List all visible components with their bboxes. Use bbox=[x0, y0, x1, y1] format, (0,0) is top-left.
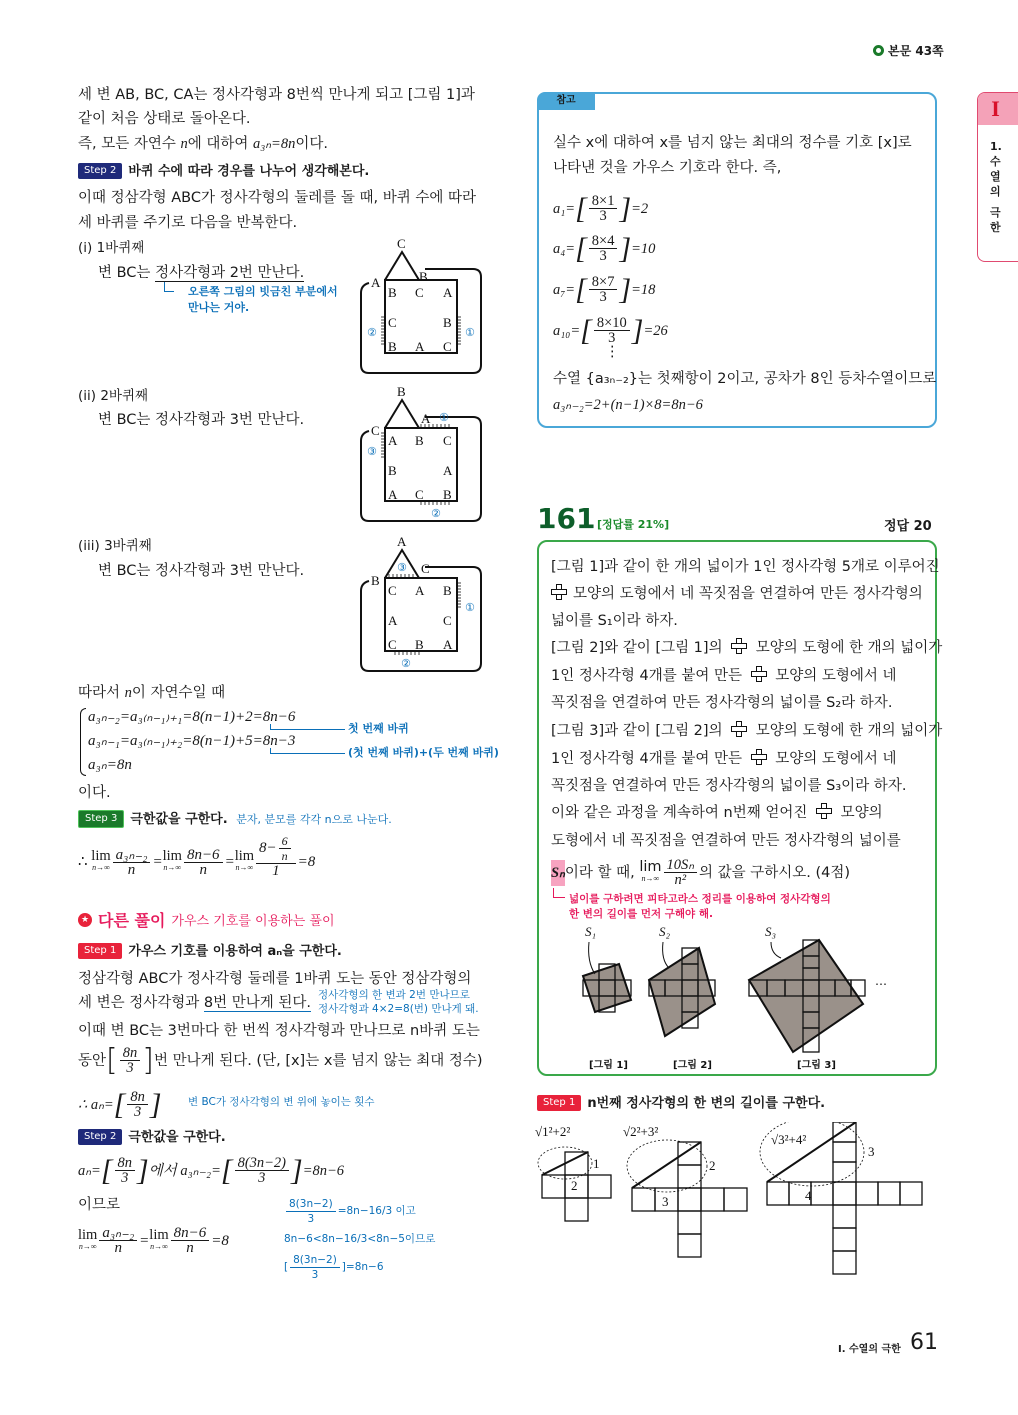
square-label: B bbox=[443, 583, 452, 598]
case3-text: 변 BC는 정사각형과 3번 만난다. bbox=[98, 563, 305, 579]
square-label: C bbox=[443, 433, 452, 448]
step2-line-1: 이때 정삼각형 ABC가 정사각형의 둘레를 돌 때, 바퀴 수에 따라 bbox=[78, 190, 476, 206]
alt-limit: lim n→∞ $\frac{\text{a₃ₙ₋₂}}{n}$ = lim n→∞ $\frac{8n-6}{n}$ =8 bbox=[78, 1225, 229, 1256]
square-label: A bbox=[388, 613, 398, 628]
chapter-vertical-label: 1. 수 열 의 극 한 bbox=[990, 140, 1002, 234]
case2-title: (ii) 2바퀴째 bbox=[78, 388, 149, 404]
square-label: A bbox=[443, 285, 453, 300]
note-arrow bbox=[270, 724, 345, 730]
figure-label-s3: S₃ bbox=[765, 924, 777, 939]
case3-title: (iii) 3바퀴째 bbox=[78, 538, 152, 554]
intro-line-2: 같이 처음 상태로 돌아온다. bbox=[78, 111, 251, 127]
contact-number: ① bbox=[465, 326, 475, 339]
hint-arrow bbox=[553, 888, 565, 898]
note-arrow bbox=[270, 748, 345, 754]
contact-number: ③ bbox=[367, 445, 377, 458]
system-eq-2: a₃ₙ₋₁=a₃₍ₙ₋₁₎₊₂=8(n−1)+5=8n−3 bbox=[88, 733, 296, 749]
square-label: C bbox=[388, 583, 397, 598]
chapter-roman: I bbox=[978, 93, 1018, 125]
ellipsis: ⋯ bbox=[875, 977, 887, 991]
hint-text: 넓이를 구하려면 피타고라스 정리를 이용하여 정사각형의 한 변의 길이를 먼저 구해야 해. bbox=[569, 893, 831, 920]
figure-2 bbox=[649, 942, 715, 1036]
system-note-1: 첫 번째 바퀴 bbox=[348, 722, 409, 735]
leg-label: 4 bbox=[805, 1188, 812, 1203]
square-label: A bbox=[388, 487, 398, 502]
answer-label: 정답 20 bbox=[884, 519, 932, 534]
intro-line-3: 즉, 모든 자연수 n에 대하여 a₃ₙ=8n이다. bbox=[78, 136, 328, 152]
star-icon: ★ bbox=[78, 913, 92, 927]
gauss-row: a₄= [ $\frac{8\times 4}{3}$ ] =10 bbox=[553, 231, 656, 265]
figure-caption: [그림 3] bbox=[797, 1060, 836, 1071]
vertex-label: A bbox=[397, 534, 407, 549]
vertex-label: A bbox=[421, 411, 431, 426]
cross-shape-icon bbox=[731, 638, 747, 654]
system-note-2: (첫 번째 바퀴)+(두 번째 바퀴) bbox=[348, 746, 499, 759]
square-label: B bbox=[388, 339, 397, 354]
conclusion-line: 따라서 n이 자연수일 때 bbox=[78, 685, 226, 701]
gauss-row: a₁= [ $\frac{8\times 1}{3}$ ] =2 bbox=[553, 191, 649, 225]
case2-text: 변 BC는 정사각형과 3번 만난다. bbox=[98, 412, 305, 428]
cross-shape-icon bbox=[751, 749, 767, 765]
case1-title: (i) 1바퀴째 bbox=[78, 240, 145, 256]
case1-text: 변 BC는 정사각형과 2번 만난다. bbox=[98, 265, 305, 281]
leg-label: 1 bbox=[593, 1156, 600, 1171]
intro-line-1: 세 변 AB, BC, CA는 정사각형과 8번씩 만나게 되고 [그림 1]과 bbox=[78, 87, 475, 103]
square-label: C bbox=[443, 613, 452, 628]
rotation-diagram-3 bbox=[355, 533, 490, 673]
alt-step1-heading: Step 1 가우스 기호를 이용하여 aₙ을 구한다. bbox=[78, 938, 342, 965]
ida-text: 이다. bbox=[78, 785, 111, 801]
vertex-label: C bbox=[421, 561, 430, 576]
figure-caption: [그림 2] bbox=[673, 1060, 712, 1071]
circle-icon bbox=[873, 45, 884, 56]
contact-number: ① bbox=[439, 411, 449, 424]
square-label: B bbox=[443, 315, 452, 330]
gauss-row: a₁₀= [ $\frac{8\times 10}{3}$ ] =26 bbox=[553, 313, 668, 347]
leg-label: 3 bbox=[868, 1144, 875, 1159]
alt-step2-heading: Step 2 극한값을 구한다. bbox=[78, 1124, 226, 1151]
gauss-row: a₇= [ $\frac{8\times 7}{3}$ ] =18 bbox=[553, 272, 656, 306]
alt-note-3: $\frac{8(3n-2)}{3}$ =8n−16/3 이고 8n−6<8n−16/3<8n−5이므로 [ $\frac{8(3n-2)}{3}$ ] =8n−6 bbox=[284, 1197, 436, 1281]
figure-label-s1: S₁ bbox=[585, 924, 597, 939]
alt-heading: ★ 다른 풀이 가우스 기호를 이용하는 풀이 bbox=[78, 908, 335, 931]
leg-label: 3 bbox=[662, 1194, 669, 1209]
contact-number: ② bbox=[367, 326, 377, 339]
brace bbox=[80, 708, 86, 776]
step2-heading: Step 2 바퀴 수에 따라 경우를 나누어 생각해본다. bbox=[78, 158, 369, 185]
page-ref: 본문 43쪽 bbox=[873, 42, 944, 59]
contact-number: ① bbox=[465, 601, 475, 614]
system-eq-1: a₃ₙ₋₂=a₃₍ₙ₋₁₎₊₁=8(n−1)+2=8n−6 bbox=[88, 709, 296, 725]
square-label: A bbox=[443, 637, 453, 652]
hypotenuse-label: √2²+3² bbox=[623, 1124, 659, 1139]
arrow-icon bbox=[164, 282, 174, 292]
reference-tab: 참고 bbox=[537, 92, 595, 110]
figure-label-s2: S₂ bbox=[659, 924, 671, 939]
square-label: B bbox=[388, 463, 397, 478]
square-label: A bbox=[443, 463, 453, 478]
square-label: A bbox=[415, 583, 425, 598]
problem-box: [그림 1]과 같이 한 개의 넓이가 1인 정사각형 5개로 이루어진 모양의 도형에서 네 꼭짓점을 연결하여 만든 정사각형의 넓이를 S₁이라 하자. [그림 2]와 같이 [그림 1]의 모양의 도형에 한 개의 넓이가 1인 정사각형 4개를 붙여 만든 모양의 도형에서 네 꼭짓점을 연결하여 만든 정사각형의 넓이를 S₂라 하자. [그림 3]과 같이 [그림 2]의 모양의 도형에 한 개의 넓이가 1인 정사각형 4개를 붙여 만든 모양의 도형에서 네 꼭짓점을 연결하여 만든 정사각형의 넓이를 S₃이라 하자. 이와 같은 과정을 계속하여 n번째 얻어진 모양의 도형에서 네 꼭짓점을 연결하여 만든 정사각형의 넓이를 Sₙ 이라 할 때, lim n→∞ $\frac{\text{10Sₙ}}{\text{n²}}$ 의 값을 구하시오. (4점) 넓이를 구하려면 피타고라스 정리를 이용하여 정사각형의 한 변의 길이를 먼저 구해야 해. S₁ S₂ S₃ ⋯ [그림 1] [그림 2] [그림 3] bbox=[537, 540, 937, 1076]
case1-note: 오른쪽 그림의 빗금친 부분에서 만나는 거야. bbox=[172, 284, 338, 316]
chapter-side-tab bbox=[977, 92, 1018, 262]
system-eq-3: a₃ₙ=8n bbox=[88, 757, 132, 773]
rotation-diagram-1 bbox=[355, 235, 490, 375]
vertex-label: A bbox=[371, 275, 381, 290]
square-label: C bbox=[415, 487, 424, 502]
alt-line-3: 이때 변 BC는 3번마다 한 번씩 정사각형과 만나므로 n바퀴 도는 bbox=[78, 1023, 480, 1039]
square-label: C bbox=[388, 637, 397, 652]
step2-line-2: 세 바퀴를 주기로 다음을 반복한다. bbox=[78, 215, 298, 231]
solution-step1-heading: Step 1 n번째 정사각형의 한 변의 길이를 구한다. bbox=[537, 1090, 825, 1117]
rotation-diagram-2 bbox=[355, 383, 490, 528]
leg-label: 2 bbox=[571, 1178, 578, 1193]
alt-note-2: 변 BC가 정사각형의 변 위에 놓이는 횟수 bbox=[188, 1096, 375, 1108]
alt-line-1: 정삼각형 ABC가 정사각형 둘레를 1바퀴 도는 동안 정삼각형의 bbox=[78, 971, 472, 987]
square-label: C bbox=[388, 315, 397, 330]
problem-number: 161 bbox=[537, 502, 596, 535]
step-badge: Step 2 bbox=[78, 163, 122, 179]
step3-heading: Step 3 극한값을 구한다. 분자, 분모를 각각 n으로 나눈다. bbox=[78, 806, 392, 833]
figure-caption: [그림 1] bbox=[589, 1060, 628, 1071]
cross-figures bbox=[549, 924, 929, 1072]
square-label: B bbox=[388, 285, 397, 300]
hypotenuse-label: √1²+2² bbox=[535, 1124, 571, 1139]
alt-eq-1: aₙ= [ $\frac{8n}{3}$ ] 에서 a₃ₙ₋₂= [ $\frac{8(3n-2)}{3}$ ] =8n−6 bbox=[78, 1153, 345, 1187]
figure-3 bbox=[749, 940, 865, 1052]
cross-shape-icon bbox=[751, 666, 767, 682]
alt-line-4: 동안 [ $\frac{8n}{3}$ ] 번 만나게 된다. (단, [x]는 x를 넘지 않는 최대 정수) bbox=[78, 1042, 483, 1078]
vertex-label: B bbox=[419, 269, 428, 284]
figure-1 bbox=[583, 942, 631, 1012]
square-label: A bbox=[388, 433, 398, 448]
alt-note-1: 정사각형의 한 변과 2번 만나므로 정사각형과 4×2=8(번) 만나게 돼. bbox=[318, 989, 479, 1015]
cross-shape-icon bbox=[551, 584, 567, 600]
square-label: B bbox=[443, 487, 452, 502]
contact-number: ③ bbox=[397, 561, 407, 574]
pythagoras-diagrams bbox=[535, 1122, 935, 1294]
reference-box: 참고 실수 x에 대하여 x를 넘지 않는 최대의 정수를 기호 [x]로 나타낸 것을 가우스 기호라 한다. 즉, a₁= [ $\frac{8\times 1}{3}$ ] =2 a₄= [ $\frac{8\times 4}{3}$ ] =10 a₇= [ $\frac{8\times 7}{3}$ ] =18 a₁₀= [ $\frac{8\times 10}{3}$ ] =26 ⋮ 수열 {a₃ₙ₋₂}는 첫째항이 2이고, 공차가 8인 등차수열이므로 a₃ₙ₋₂=2+(n−1)×8=8n−6 bbox=[537, 92, 937, 428]
alt-imeuro: 이므로 bbox=[78, 1197, 121, 1213]
vertex-label: B bbox=[397, 384, 406, 399]
correct-rate: [정답률 21%] bbox=[597, 518, 670, 531]
contact-number: ② bbox=[431, 507, 441, 520]
square-label: B bbox=[415, 637, 424, 652]
square-label: B bbox=[415, 433, 424, 448]
contact-number: ② bbox=[401, 657, 411, 670]
alt-therefore: ∴ aₙ= [ $\frac{8n}{3}$ ] bbox=[78, 1087, 162, 1121]
square-label: C bbox=[415, 285, 424, 300]
alt-line-2: 세 변은 정사각형과 8번 만나게 된다. bbox=[78, 995, 311, 1011]
cross-shape-icon bbox=[816, 803, 832, 819]
square-label: A bbox=[415, 339, 425, 354]
vertex-label: C bbox=[371, 423, 380, 438]
page-number: 61 bbox=[910, 1330, 938, 1355]
step3-limit: ∴ lim n→∞ $\frac{\text{a₃ₙ₋₂}}{n}$ = lim n→∞ $\frac{8n-6}{n}$ = lim n→∞ 8− $\frac{6}{n}$ 1 =8 bbox=[78, 834, 316, 879]
hypotenuse-label: √3²+4² bbox=[771, 1132, 807, 1147]
vertex-label: B bbox=[371, 573, 380, 588]
vertex-label: C bbox=[397, 236, 406, 251]
footer-chapter: I. 수열의 극한 bbox=[838, 1344, 901, 1355]
leg-label: 2 bbox=[709, 1158, 716, 1173]
cross-shape-icon bbox=[731, 721, 747, 737]
square-label: C bbox=[443, 339, 452, 354]
